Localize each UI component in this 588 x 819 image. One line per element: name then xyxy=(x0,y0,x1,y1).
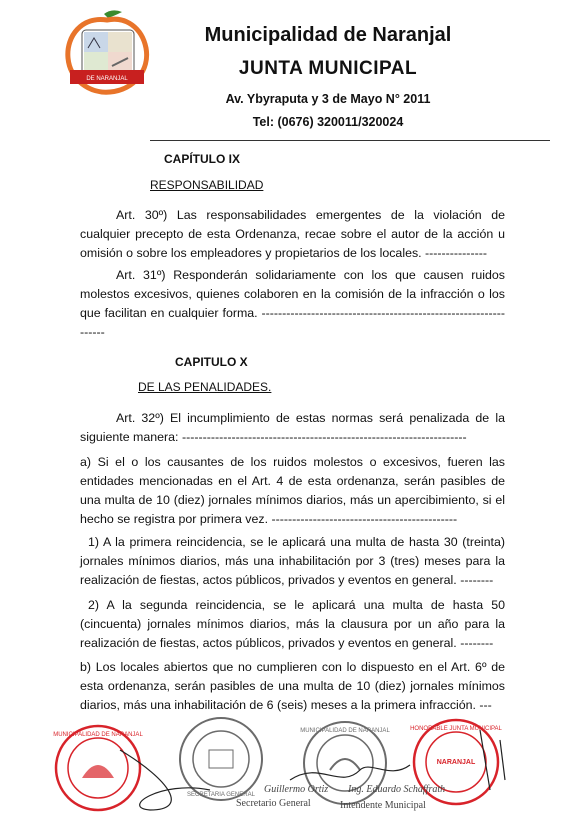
item-a: a) Si el o los causantes de los ruidos molestos o excesivos, fueren las entidades mencionadas en el Art. 4 de esta ordenanza, serán pasibles de una multa de 10 (diez) jornales mínimos diarios, más un apercibimiento, si el hecho se registra por primera vez. --------------------------------------------- xyxy=(80,455,505,526)
secretary-title: Secretario General xyxy=(236,798,311,809)
svg-text:NARANJAL: NARANJAL xyxy=(436,759,476,766)
header-phone: Tel: (0676) 320011/320024 xyxy=(252,115,404,129)
item-2: 2) A la segunda reincidencia, se le aplicará una multa de hasta 50 (cincuenta) jornales mínimos diarios, más la clausura por un año para la realización de fiestas, actos públicos, privados y eventos en general. -------- xyxy=(80,598,505,650)
section-responsabilidad: RESPONSABILIDAD xyxy=(150,178,264,192)
page-subtitle: JUNTA MUNICIPAL xyxy=(238,58,418,79)
seal-2-text: SECRETARIA GENERAL xyxy=(187,792,255,798)
seal-3-text: MUNICIPALIDAD DE NARANJAL xyxy=(300,728,390,734)
header-divider xyxy=(150,140,550,141)
seal-1-text: MUNICIPALIDAD DE NARANJAL xyxy=(53,732,143,738)
section-penalidades: DE LAS PENALIDADES. xyxy=(138,380,272,394)
chapter-ix-heading: CAPÍTULO IX xyxy=(164,152,241,166)
article-32: Art. 32º) El incumplimiento de estas normas será penalizada de la siguiente manera: --------------------------------------------------------------------- xyxy=(80,411,505,444)
header-address: Av. Ybyraputa y 3 de Mayo N° 2011 xyxy=(225,92,431,106)
municipal-logo xyxy=(60,8,154,98)
item-b: b) Los locales abiertos que no cumplieren con lo dispuesto en el Art. 6º de esta ordenanza, serán pasibles de una multa de 10 (diez) jornales mínimos diarios, más una inhabilitación de 6 (seis) meses a la primera infracción. --- xyxy=(80,660,505,712)
article-31: Art. 31º) Responderán solidariamente con los que causen ruidos molestos excesivos, quienes colaboren en la comisión de la infracción o los que facilitan en cualquier forma. ----------------------------------------------------------------- xyxy=(80,268,505,339)
chapter-x-heading: CAPITULO X xyxy=(175,355,248,369)
page-title: Municipalidad de Naranjal xyxy=(204,24,452,46)
intendente-title: Intendente Municipal xyxy=(340,800,426,811)
seal-4-text: HONORABLE JUNTA MUNICIPAL xyxy=(410,726,502,732)
secretary-name: Guillermo Ortiz xyxy=(264,784,329,795)
intendente-name: Ing. Eduardo Schaffrath xyxy=(348,784,446,795)
logo-text: DE NARANJAL xyxy=(86,76,128,82)
article-30: Art. 30º) Las responsabilidades emergentes de la violación de cualquier precepto de esta Ordenanza, recae sobre el autor de la acción u omisión o sobre los empleadores y propietarios de los locales. --------------- xyxy=(80,208,505,260)
item-1: 1) A la primera reincidencia, se le aplicará una multa de hasta 30 (treinta) jornales mínimos diarios, más una inhabilitación por 3 (tres) meses para la realización de fiestas, actos públicos, privados y eventos en general. -------- xyxy=(80,535,505,587)
